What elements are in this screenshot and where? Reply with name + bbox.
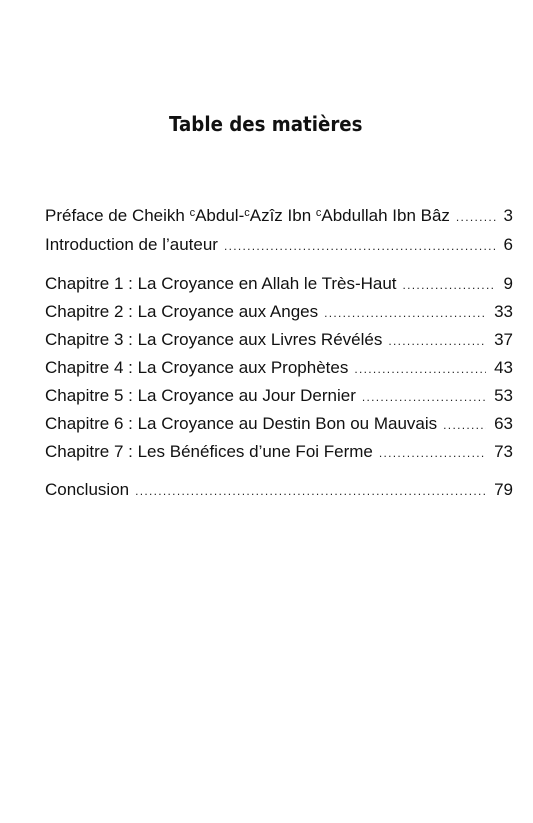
page-title: Table des matières [168,112,363,136]
toc-entry-conclusion [45,478,513,502]
toc-entry-chapter-1 [45,272,513,296]
toc-entry-label: Préface de Cheikh $^c$Abdul-$^c$Azîz Ibn $^c$Abdullah Ibn Bâz [45,206,450,225]
toc-entry-chapter-3 [45,328,513,352]
toc-entry-chapter-5 [45,384,513,408]
toc-page-number: 33 [494,302,513,321]
toc-entry-chapter-4 [45,356,513,380]
toc-entry-label: Introduction de l’auteur [45,235,218,254]
toc-dot-leader [388,329,486,353]
toc-dot-leader [224,234,496,258]
toc-entry-label: Conclusion [45,480,130,499]
toc-page-number: 79 [494,480,513,499]
toc-entry-chapter-7 [45,440,513,464]
toc-dot-leader [362,385,486,409]
toc-entry-chapter-6 [45,412,513,436]
toc-dot-leader [135,479,486,503]
toc-page-number: 53 [494,386,513,405]
toc-page-number: 3 [503,206,513,225]
toc-entry-label: Chapitre 7 : Les Bénéfices d’une Foi Ferme [45,442,373,461]
toc-page-number: 37 [494,330,513,349]
toc-entry-introduction [45,233,513,257]
toc-page-number: 9 [503,274,513,293]
toc-page-number: 63 [494,414,513,433]
toc-page-number: 73 [494,442,513,461]
toc-entry-label: Chapitre 3 : La Croyance aux Livres Révélés [45,330,383,349]
toc-entry-label: Chapitre 4 : La Croyance aux Prophètes [45,358,349,377]
toc-dot-leader [379,441,486,465]
toc-entry-preface [45,204,513,228]
toc-dot-leader [403,273,496,297]
toc-entry-label: Chapitre 1 : La Croyance en Allah le Très-Haut [45,274,397,293]
toc-entry-label: Chapitre 6 : La Croyance au Destin Bon ou Mauvais [45,414,438,433]
toc-dot-leader [443,413,486,437]
toc-dot-leader [324,301,486,325]
toc-entry-chapter-2 [45,300,513,324]
toc-dot-leader [456,205,496,229]
toc-page-number: 43 [494,358,513,377]
toc-entry-label: Chapitre 2 : La Croyance aux Anges [45,302,319,321]
toc-entry-label: Chapitre 5 : La Croyance au Jour Dernier [45,386,356,405]
toc-page-number: 6 [503,235,513,254]
toc-dot-leader [354,357,486,381]
